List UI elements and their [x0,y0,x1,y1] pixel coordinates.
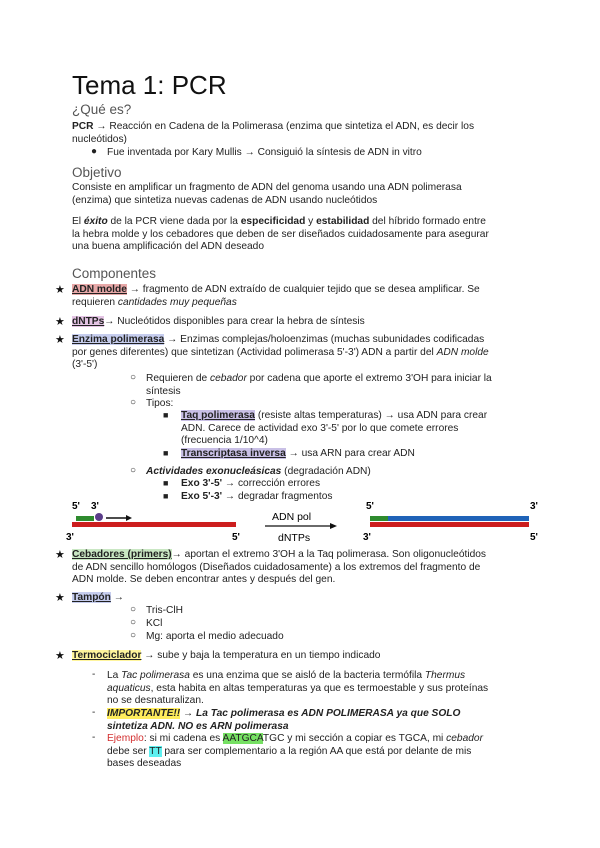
text: La [107,670,122,681]
tipos-label: Tipos: [146,398,174,409]
arrow-label-adn-pol: ADN pol [272,511,312,523]
objetivo-p2-line-3: una buena amplificación del ADN deseado [72,241,264,253]
text: → sube y baja la temperatura en un tiempo indicado [141,650,381,661]
objetivo-paragraph-2 [72,216,552,254]
enzima-text: → Enzimas complejas/holoenzimas (muchas subunidades codificadas [164,334,485,345]
circle-bullet-icon: ○ [130,465,137,476]
tac-polimerasa-note [107,670,547,708]
circle-bullet-icon: ○ [130,397,137,408]
circle-bullet-icon: ○ [130,604,137,615]
right-5-label: 5' [366,501,374,512]
transcriptasa-term: Transcriptasa inversa [181,448,286,459]
left-3-label: 3' [91,501,99,512]
text: (degradación ADN) [281,466,371,477]
especificidad-term: especificidad [240,216,306,227]
text: → degradar fragmentos [222,491,333,502]
template-strand-left [72,522,236,527]
left-bottom-5-label: 5' [232,532,240,543]
square-bullet-icon: ■ [163,448,169,458]
ejemplo-note [107,733,547,771]
section-heading-que-es: ¿Qué es? [72,102,132,117]
cebador-ref: cebador [210,373,247,384]
star-bullet: ★ [55,334,65,346]
text: de la PCR viene dada por la [107,216,241,227]
star-bullet: ★ [55,316,65,328]
pcr-definition [72,121,542,146]
text: ADN molde. Se deben encontrar antes y después del gen. [72,574,336,586]
text: → usa ARN para crear ADN [285,448,415,459]
cebador-term: cebador [446,733,483,744]
text: (3'-5') [72,359,98,371]
text: TGC y mi sección a copiar es TGCA, mi [262,733,447,744]
text: por cadena que aporte el extremo 3'OH para iniciar la [246,373,492,384]
template-strand-right [370,522,529,527]
text: de ADN sencillo homólogos (Diseñados cuidadosamente) a los extremos del fragmento de [72,561,481,573]
cebadores-term: Cebadores (primers) [72,549,172,560]
pcr-definition-text: → Reacción en Cadena de la Polimerasa (enzima que sintetiza el ADN, es decir los [93,121,475,132]
synthesis-arrowhead-icon [126,515,132,521]
left-5-label: 5' [72,501,80,512]
text: sintetiza ADN. NO es ARN polimerasa [107,720,289,732]
left-bottom-3-label: 3' [66,532,74,543]
section-heading-componentes: Componentes [72,266,157,281]
text: → La Tac polimerasa es ADN POLIMERASA ya que SOLO [180,708,461,719]
objetivo-line-1: Consiste en amplificar un fragmento de ADN del genoma usando una ADN polimerasa [72,182,462,193]
text: (frecuencia 1/10^4) [181,435,268,447]
tampon-term: Tampón [72,592,111,603]
text: para ser complementario a la región AA que está por delante de mis [161,745,472,757]
exonucleasic-term: Actividades exonucleásicas [146,466,282,477]
taq-polimerasa-item [181,410,541,448]
tac-term: Tac polimerasa [121,670,190,681]
pcr-term: PCR [72,121,94,132]
cebador-requirement [146,373,536,398]
text: requieren [72,296,118,308]
cantidades-text: cantidades muy pequeñas [117,296,237,308]
nucleotide-dot [95,513,103,521]
right-bottom-3-label: 3' [363,532,371,543]
primer-strand-right [370,516,388,521]
circle-bullet-icon: ○ [130,372,137,383]
right-bottom-5-label: 5' [530,532,538,543]
adn-molde-text: → fragmento de ADN extraído de cualquier tejido que se desea amplificar. Se [126,284,480,295]
text: , esta habita en altas temperaturas ya que es termoestable y sus proteínas [150,682,489,694]
text: no se desnaturalizan. [107,695,204,707]
text: ADN. Carece de actividad exo 3'-5' por lo que comete errores [181,422,459,434]
dash-bullet: - [92,669,96,680]
text: del híbrido formado entre [369,216,486,227]
arrow-label-dntps: dNTPs [278,532,311,544]
objetivo-line-2: (enzima) que sintetiza nuevas cadenas de ADN usando nucleótidos [72,194,378,206]
exo-3-5-term: Exo 3'-5' [181,478,223,489]
dntps-text: → Nucleótidos disponibles para crear la hebra de síntesis [104,316,365,327]
star-bullet: ★ [55,284,65,296]
adn-molde-term: ADN molde [72,284,127,295]
new-strand [388,516,529,521]
importante-highlight: IMPORTANTE!! [107,708,181,719]
square-bullet-icon: ■ [163,491,169,501]
pcr-diagram [60,498,550,548]
square-bullet-icon: ■ [163,478,169,488]
section-heading-objetivo: Objetivo [72,165,122,180]
taq-term: Taq polimerasa [181,410,255,421]
bullet-dot: ● [91,146,98,157]
transcriptasa-item [181,448,415,461]
aquaticus-term: aquaticus [107,682,151,694]
objetivo-p2-line-2: la hebra molde y los cebadores que deben de ser diseñados cuidadosamente para asegurar [72,228,489,240]
tampon-item-3: Mg: aporta el medio adecuado [146,631,284,642]
item-cebadores [72,549,552,587]
text: debe ser [107,745,150,757]
text: → corrección errores [222,478,321,489]
dash-bullet: - [92,732,96,743]
primer-strand [76,516,94,521]
circle-bullet-icon: ○ [130,630,137,641]
objetivo-paragraph-1 [72,182,542,207]
text: (resiste altas temperaturas) → usa ADN para crear [254,410,488,421]
exito-term: éxito [83,216,108,227]
item-enzima-polimerasa [72,334,552,372]
item-tampon [72,592,124,605]
estabilidad-term: estabilidad [316,216,370,227]
tampon-item-1: Tris-ClH [146,605,183,616]
text: → [110,592,124,603]
circle-bullet-icon: ○ [130,617,137,628]
text: y [305,216,317,227]
item-adn-molde [72,284,552,309]
star-bullet: ★ [55,549,65,561]
reaction-arrowhead-icon [330,523,337,529]
pcr-definition-text-2: nucleótidos) [72,133,127,145]
right-3-label: 3' [530,501,538,512]
exo-5-3-term: Exo 5'-3' [181,491,223,502]
text: Requieren de [146,373,211,384]
star-bullet: ★ [55,592,65,604]
page-title: Tema 1: PCR [72,70,227,100]
text: : si mi cadena es [143,733,223,744]
text: El [72,216,84,227]
text: por genes diferentes) que sintetizan (Actividad polimerasa 5'-3') ADN a partir del [72,346,437,358]
termociclador-term: Termociclador [72,650,142,661]
dash-bullet: - [92,707,96,718]
item-termociclador [72,650,380,663]
exonucleasic-item [146,466,371,479]
ejemplo-label: Ejemplo [107,733,144,744]
square-bullet-icon: ■ [163,410,169,420]
text: síntesis [146,385,181,397]
tampon-item-2: KCl [146,618,163,629]
dntps-term: dNTPs [72,316,105,327]
enzima-term: Enzima polimerasa [72,334,165,345]
item-dntps [72,316,365,329]
importante-note [107,708,547,733]
exo-3-5-item [181,478,320,491]
text: → aportan el extremo 3'OH a la Taq polimerasa. Son oligonucleótidos [171,549,487,560]
primer-highlight: TT [149,745,162,757]
star-bullet: ★ [55,650,65,662]
text: bases deseadas [107,758,182,770]
text: es una enzima que se aisló de la bacteria termófila [189,670,425,681]
thermus-term: Thermus [424,670,466,681]
sequence-highlight: AATGCA [222,733,263,744]
kary-mullis-note: Fue inventada por Kary Mullis → Consiguió la síntesis de ADN in vitro [107,147,422,158]
adn-molde-ref: ADN molde [436,346,489,358]
